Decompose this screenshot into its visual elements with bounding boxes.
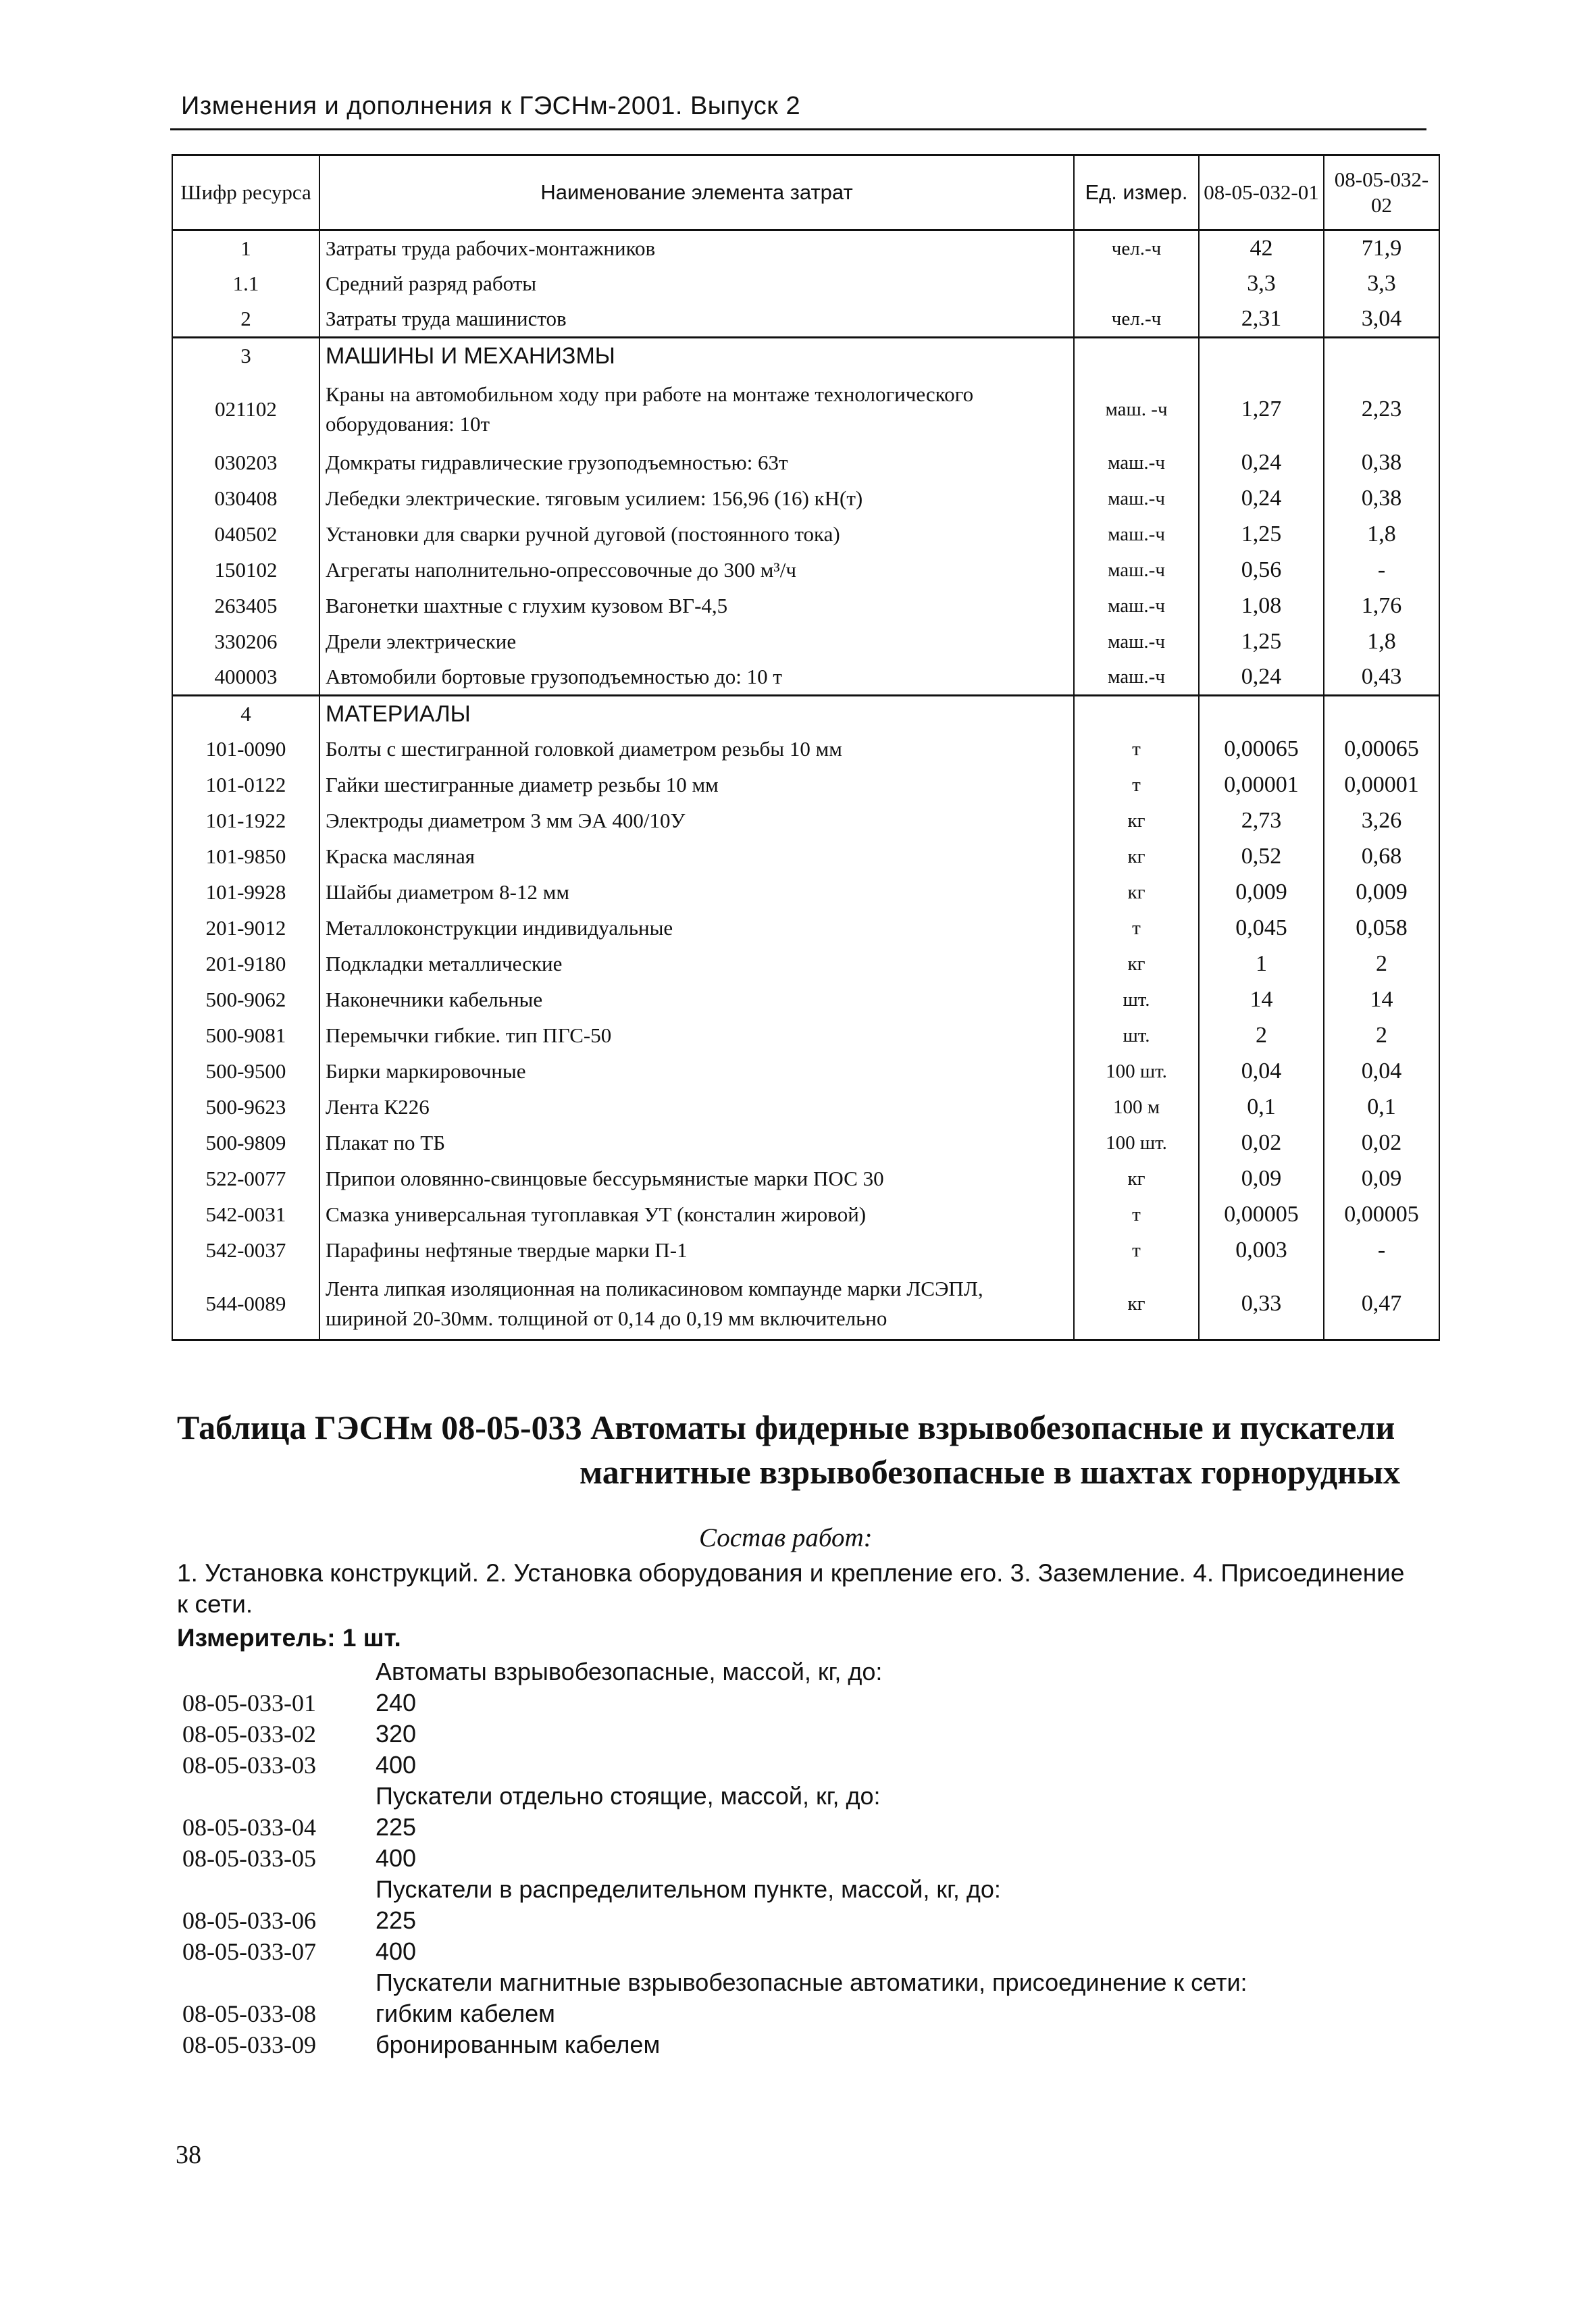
- row-value-032-01: 1,27: [1199, 374, 1324, 445]
- row-code: 101-0090: [172, 732, 319, 767]
- row-name: Лебедки электрические. тяговым усилием: 156,96 (16) кН(т): [319, 481, 1074, 517]
- table-row: [172, 696, 1439, 732]
- row-value-032-01: 1,08: [1199, 588, 1324, 624]
- table-row: [172, 517, 1439, 553]
- row-value-032-01: [1199, 338, 1324, 374]
- table-title-line2: магнитные взрывобезопасные в шахтах горнорудных: [580, 1453, 1400, 1491]
- variant-item: [182, 1687, 1247, 1719]
- variant-code: 08-05-033-09: [182, 2031, 316, 2058]
- row-value-032-02: [1324, 338, 1439, 374]
- row-code: 3: [172, 338, 319, 374]
- table-row: [172, 266, 1439, 302]
- row-code: 030408: [172, 481, 319, 517]
- row-value-032-01: 0,04: [1199, 1054, 1324, 1090]
- row-value-032-02: 3,04: [1324, 302, 1439, 338]
- row-unit: шт.: [1074, 982, 1199, 1018]
- row-value-032-02: 0,02: [1324, 1125, 1439, 1161]
- row-code: 500-9081: [172, 1018, 319, 1054]
- variants-list: [182, 1656, 1247, 2060]
- row-code: 101-0122: [172, 767, 319, 803]
- row-name: Лента К226: [319, 1090, 1074, 1125]
- variant-item: [182, 1936, 1247, 1967]
- row-value-032-02: 0,43: [1324, 660, 1439, 696]
- variant-item: [182, 2029, 1247, 2060]
- table-title-line1: Таблица ГЭСНм 08-05-033 Автоматы фидерные взрывобезопасные и пускатели: [177, 1408, 1395, 1446]
- row-value-032-02: 0,09: [1324, 1161, 1439, 1197]
- table-row: [172, 1125, 1439, 1161]
- row-value-032-02: 0,68: [1324, 839, 1439, 875]
- row-unit: [1074, 338, 1199, 374]
- variant-value: 225: [376, 1906, 417, 1934]
- row-code: 021102: [172, 374, 319, 445]
- row-name: Домкраты гидравлические грузоподъемностью: 63т: [319, 445, 1074, 481]
- variant-value: 400: [376, 1751, 417, 1779]
- row-name: Электроды диаметром 3 мм ЭА 400/10У: [319, 803, 1074, 839]
- row-value-032-01: 0,00065: [1199, 732, 1324, 767]
- row-name: Агрегаты наполнительно-опрессовочные до 300 м³/ч: [319, 553, 1074, 588]
- row-name: Краска масляная: [319, 839, 1074, 875]
- table-row: [172, 803, 1439, 839]
- table-row: [172, 374, 1439, 445]
- row-value-032-01: 1,25: [1199, 624, 1324, 660]
- row-name: Дрели электрические: [319, 624, 1074, 660]
- row-unit: чел.-ч: [1074, 230, 1199, 266]
- table-row: [172, 767, 1439, 803]
- row-value-032-02: [1324, 696, 1439, 732]
- row-value-032-01: 0,02: [1199, 1125, 1324, 1161]
- row-name: Припои оловянно-свинцовые бессурьмянистые марки ПОС 30: [319, 1161, 1074, 1197]
- row-value-032-01: 2: [1199, 1018, 1324, 1054]
- variant-item: [182, 1998, 1247, 2029]
- row-code: 522-0077: [172, 1161, 319, 1197]
- meter: [177, 1624, 401, 1652]
- row-unit: маш.-ч: [1074, 588, 1199, 624]
- variant-value: 320: [376, 1720, 417, 1748]
- row-value-032-01: 1: [1199, 946, 1324, 982]
- variant-value: 400: [376, 1844, 417, 1872]
- row-code: 500-9809: [172, 1125, 319, 1161]
- row-code: 542-0037: [172, 1233, 319, 1269]
- row-unit: 100 м: [1074, 1090, 1199, 1125]
- table-row: [172, 1269, 1439, 1340]
- row-unit: маш.-ч: [1074, 517, 1199, 553]
- variant-code: 08-05-033-04: [182, 1814, 316, 1841]
- row-code: 030203: [172, 445, 319, 481]
- table-row: [172, 481, 1439, 517]
- variant-code: 08-05-033-03: [182, 1752, 316, 1779]
- row-unit: маш. -ч: [1074, 374, 1199, 445]
- table-row: [172, 1197, 1439, 1233]
- header-code: Шифр ресурса: [172, 155, 319, 230]
- row-name: МАТЕРИАЛЫ: [319, 696, 1074, 732]
- table-row: [172, 445, 1439, 481]
- row-unit: маш.-ч: [1074, 445, 1199, 481]
- row-name: МАШИНЫ И МЕХАНИЗМЫ: [319, 338, 1074, 374]
- table-row: [172, 1054, 1439, 1090]
- variant-code: 08-05-033-08: [182, 2000, 316, 2027]
- row-code: 101-9850: [172, 839, 319, 875]
- row-code: 201-9180: [172, 946, 319, 982]
- table-row: [172, 660, 1439, 696]
- row-unit: кг: [1074, 946, 1199, 982]
- variant-item: [182, 1750, 1247, 1781]
- row-value-032-02: 0,38: [1324, 481, 1439, 517]
- row-value-032-02: 0,009: [1324, 875, 1439, 911]
- variant-value: 240: [376, 1689, 417, 1717]
- row-code: 201-9012: [172, 911, 319, 946]
- row-name: Затраты труда машинистов: [319, 302, 1074, 338]
- row-unit: маш.-ч: [1074, 481, 1199, 517]
- composition-title: Состав работ:: [699, 1523, 873, 1552]
- row-value-032-02: 0,47: [1324, 1269, 1439, 1340]
- row-name: Гайки шестигранные диаметр резьбы 10 мм: [319, 767, 1074, 803]
- table-row: [172, 732, 1439, 767]
- row-unit: кг: [1074, 1161, 1199, 1197]
- variant-code: 08-05-033-01: [182, 1689, 316, 1717]
- variant-item: [182, 1812, 1247, 1843]
- row-name: Средний разряд работы: [319, 266, 1074, 302]
- table-title: [177, 1405, 1420, 1494]
- page-number: 38: [176, 2141, 201, 2169]
- table-row: [172, 302, 1439, 338]
- row-code: 1.1: [172, 266, 319, 302]
- row-name: Перемычки гибкие. тип ПГС-50: [319, 1018, 1074, 1054]
- row-unit: т: [1074, 1233, 1199, 1269]
- variant-group-header: Пускатели в распределительном пункте, массой, кг, до:: [376, 1875, 1001, 1903]
- table-row: [172, 911, 1439, 946]
- row-value-032-01: 14: [1199, 982, 1324, 1018]
- table-body: [172, 230, 1439, 1340]
- row-unit: кг: [1074, 803, 1199, 839]
- row-value-032-01: 0,52: [1199, 839, 1324, 875]
- row-name: Бирки маркировочные: [319, 1054, 1074, 1090]
- row-value-032-02: 3,3: [1324, 266, 1439, 302]
- row-value-032-01: 0,33: [1199, 1269, 1324, 1340]
- row-code: 544-0089: [172, 1269, 319, 1340]
- row-name: Лента липкая изоляционная на поликасиновом компаунде марки ЛСЭПЛ, шириной 20-30мм. толщиной от 0,14 до 0,19 мм включительно: [319, 1269, 1074, 1340]
- row-code: 330206: [172, 624, 319, 660]
- table-row: [172, 946, 1439, 982]
- row-unit: шт.: [1074, 1018, 1199, 1054]
- row-unit: т: [1074, 911, 1199, 946]
- row-code: 2: [172, 302, 319, 338]
- row-value-032-01: 0,009: [1199, 875, 1324, 911]
- row-code: 150102: [172, 553, 319, 588]
- row-name: Краны на автомобильном ходу при работе на монтаже технологического оборудования: 10т: [319, 374, 1074, 445]
- variant-item: [182, 1719, 1247, 1750]
- row-value-032-02: 2,23: [1324, 374, 1439, 445]
- row-value-032-02: 0,058: [1324, 911, 1439, 946]
- row-value-032-02: 1,8: [1324, 517, 1439, 553]
- row-value-032-02: 1,8: [1324, 624, 1439, 660]
- table-row: [172, 1233, 1439, 1269]
- row-unit: т: [1074, 732, 1199, 767]
- row-unit: [1074, 266, 1199, 302]
- variant-value: 400: [376, 1937, 417, 1965]
- row-value-032-01: 2,73: [1199, 803, 1324, 839]
- variant-value: 225: [376, 1813, 417, 1841]
- row-name: Подкладки металлические: [319, 946, 1074, 982]
- row-code: 101-1922: [172, 803, 319, 839]
- row-value-032-01: 0,56: [1199, 553, 1324, 588]
- table-header-row: [172, 155, 1439, 230]
- meter-label: Измеритель:: [177, 1624, 336, 1652]
- row-value-032-02: 14: [1324, 982, 1439, 1018]
- row-unit: 100 шт.: [1074, 1125, 1199, 1161]
- header-col2: 08-05-032-02: [1324, 155, 1439, 230]
- row-value-032-02: 0,1: [1324, 1090, 1439, 1125]
- row-name: Болты с шестигранной головкой диаметром резьбы 10 мм: [319, 732, 1074, 767]
- row-code: 400003: [172, 660, 319, 696]
- row-value-032-01: 0,1: [1199, 1090, 1324, 1125]
- row-value-032-01: 0,045: [1199, 911, 1324, 946]
- row-value-032-01: 0,24: [1199, 660, 1324, 696]
- variant-code: 08-05-033-06: [182, 1907, 316, 1934]
- row-unit: маш.-ч: [1074, 553, 1199, 588]
- row-unit: кг: [1074, 875, 1199, 911]
- table-row: [172, 839, 1439, 875]
- table-row: [172, 624, 1439, 660]
- row-value-032-01: 1,25: [1199, 517, 1324, 553]
- row-unit: т: [1074, 1197, 1199, 1233]
- row-value-032-02: 2: [1324, 1018, 1439, 1054]
- row-unit: маш.-ч: [1074, 660, 1199, 696]
- row-unit: [1074, 696, 1199, 732]
- row-name: Установки для сварки ручной дуговой (постоянного тока): [319, 517, 1074, 553]
- variant-item: [182, 1843, 1247, 1874]
- row-value-032-02: -: [1324, 1233, 1439, 1269]
- row-name: Смазка универсальная тугоплавкая УТ (консталин жировой): [319, 1197, 1074, 1233]
- table-row: [172, 1161, 1439, 1197]
- row-value-032-02: 0,00001: [1324, 767, 1439, 803]
- header-rule: [170, 128, 1426, 130]
- row-code: 101-9928: [172, 875, 319, 911]
- row-name: Вагонетки шахтные с глухим кузовом ВГ-4,5: [319, 588, 1074, 624]
- table-row: [172, 1018, 1439, 1054]
- row-code: 040502: [172, 517, 319, 553]
- row-value-032-02: 3,26: [1324, 803, 1439, 839]
- row-unit: маш.-ч: [1074, 624, 1199, 660]
- row-value-032-02: 0,38: [1324, 445, 1439, 481]
- table-row: [172, 588, 1439, 624]
- row-unit: т: [1074, 767, 1199, 803]
- row-code: 500-9062: [172, 982, 319, 1018]
- table-row: [172, 230, 1439, 266]
- row-code: 500-9500: [172, 1054, 319, 1090]
- table-row: [172, 338, 1439, 374]
- row-value-032-01: 0,09: [1199, 1161, 1324, 1197]
- variant-code: 08-05-033-07: [182, 1938, 316, 1965]
- row-value-032-01: 0,00005: [1199, 1197, 1324, 1233]
- row-name: Шайбы диаметром 8-12 мм: [319, 875, 1074, 911]
- table-row: [172, 553, 1439, 588]
- header-col1: 08-05-032-01: [1199, 155, 1324, 230]
- row-code: 4: [172, 696, 319, 732]
- variant-group-header: Пускатели отдельно стоящие, массой, кг, до:: [376, 1782, 881, 1810]
- row-value-032-02: 0,00065: [1324, 732, 1439, 767]
- meter-value: 1 шт.: [342, 1624, 401, 1652]
- row-value-032-01: 0,00001: [1199, 767, 1324, 803]
- resource-table: [172, 154, 1440, 1341]
- variant-value: гибким кабелем: [376, 2000, 555, 2027]
- variant-code: 08-05-033-02: [182, 1721, 316, 1748]
- row-value-032-02: 1,76: [1324, 588, 1439, 624]
- row-unit: кг: [1074, 839, 1199, 875]
- variant-item: [182, 1905, 1247, 1936]
- row-name: Парафины нефтяные твердые марки П-1: [319, 1233, 1074, 1269]
- row-value-032-02: 71,9: [1324, 230, 1439, 266]
- row-value-032-01: 0,003: [1199, 1233, 1324, 1269]
- row-unit: 100 шт.: [1074, 1054, 1199, 1090]
- header-unit: Ед. измер.: [1074, 155, 1199, 230]
- variant-group-header: Автоматы взрывобезопасные, массой, кг, до:: [376, 1658, 883, 1685]
- composition-text: 1. Установка конструкций. 2. Установка оборудования и крепление его. 3. Заземление. 4. Присоединение к сети.: [177, 1559, 1405, 1618]
- table-row: [172, 875, 1439, 911]
- running-head: Изменения и дополнения к ГЭСНм-2001. Выпуск 2: [181, 92, 801, 120]
- variant-group-header: Пускатели магнитные взрывобезопасные автоматики, присоединение к сети:: [376, 1968, 1247, 1996]
- row-value-032-02: 0,00005: [1324, 1197, 1439, 1233]
- row-name: Затраты труда рабочих-монтажников: [319, 230, 1074, 266]
- table-row: [172, 982, 1439, 1018]
- row-value-032-02: 0,04: [1324, 1054, 1439, 1090]
- row-value-032-02: -: [1324, 553, 1439, 588]
- row-value-032-01: 42: [1199, 230, 1324, 266]
- variant-code: 08-05-033-05: [182, 1845, 316, 1872]
- row-value-032-01: 0,24: [1199, 445, 1324, 481]
- table-row: [172, 1090, 1439, 1125]
- row-code: 500-9623: [172, 1090, 319, 1125]
- row-value-032-02: 2: [1324, 946, 1439, 982]
- variant-value: бронированным кабелем: [376, 2031, 661, 2058]
- row-name: Плакат по ТБ: [319, 1125, 1074, 1161]
- row-unit: кг: [1074, 1269, 1199, 1340]
- row-code: 542-0031: [172, 1197, 319, 1233]
- header-name: Наименование элемента затрат: [319, 155, 1074, 230]
- row-name: Наконечники кабельные: [319, 982, 1074, 1018]
- row-value-032-01: 3,3: [1199, 266, 1324, 302]
- row-code: 263405: [172, 588, 319, 624]
- row-code: 1: [172, 230, 319, 266]
- row-unit: чел.-ч: [1074, 302, 1199, 338]
- row-value-032-01: [1199, 696, 1324, 732]
- row-value-032-01: 2,31: [1199, 302, 1324, 338]
- row-name: Автомобили бортовые грузоподъемностью до: 10 т: [319, 660, 1074, 696]
- row-value-032-01: 0,24: [1199, 481, 1324, 517]
- row-name: Металлоконструкции индивидуальные: [319, 911, 1074, 946]
